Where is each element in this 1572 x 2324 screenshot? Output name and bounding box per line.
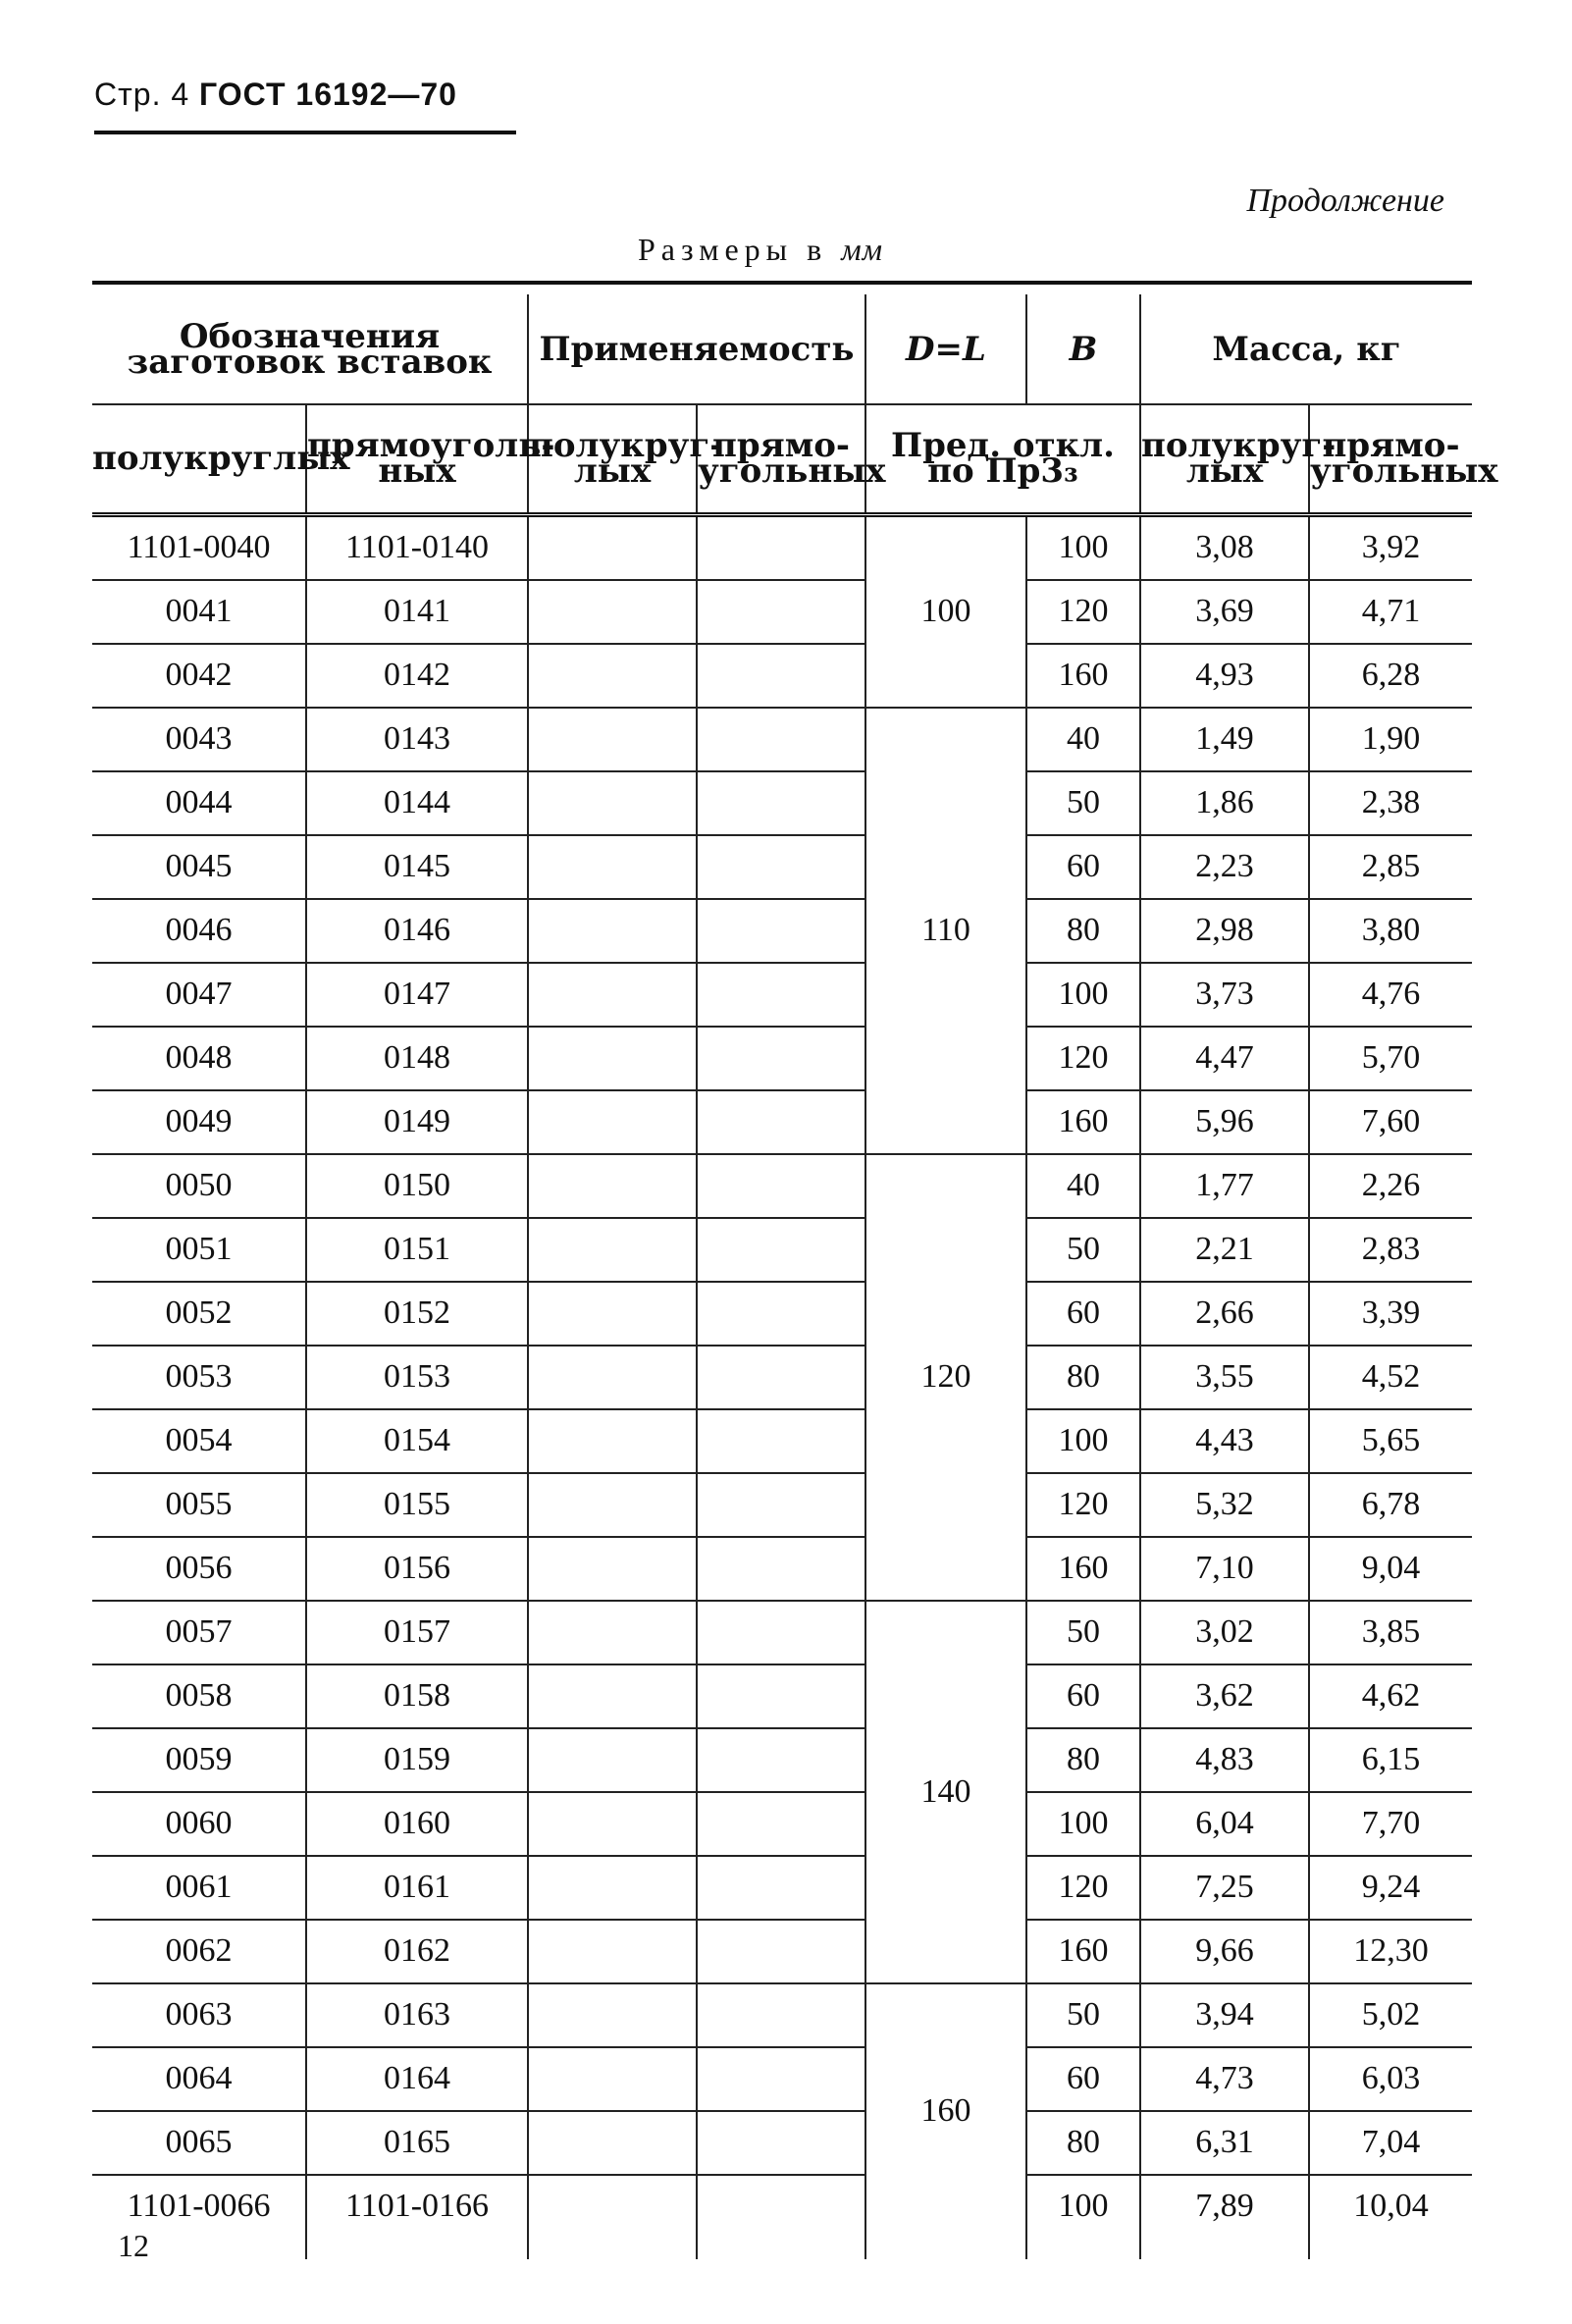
b-value: 160 — [1026, 1090, 1140, 1154]
table-row — [92, 963, 1472, 1027]
half-round-code: 0059 — [92, 1728, 306, 1792]
rectangular-code: 0159 — [306, 1728, 528, 1792]
rectangular-code: 0148 — [306, 1027, 528, 1090]
rectangular-code: 0145 — [306, 835, 528, 899]
half-round-code: 0051 — [92, 1218, 306, 1282]
mass-rect-value: 6,15 — [1309, 1728, 1472, 1792]
app-rect-cell — [697, 708, 865, 771]
b-value: 100 — [1026, 1792, 1140, 1856]
page-header — [94, 77, 457, 113]
rectangular-code: 0146 — [306, 899, 528, 963]
b-value: 160 — [1026, 1920, 1140, 1983]
d-eq-l-value: 110 — [865, 708, 1026, 1154]
app-half-round-cell — [528, 1409, 697, 1473]
half-round-code: 1101-0040 — [92, 514, 306, 580]
table-row — [92, 644, 1472, 708]
rectangular-code: 0165 — [306, 2111, 528, 2175]
half-round-code: 0056 — [92, 1537, 306, 1601]
table-row — [92, 1473, 1472, 1537]
mass-rect-value: 4,62 — [1309, 1664, 1472, 1728]
app-rect-header: прямо-угольных — [697, 404, 865, 514]
app-rect-cell — [697, 1792, 865, 1856]
b-value: 160 — [1026, 1537, 1140, 1601]
mass-half-round-value: 4,93 — [1140, 644, 1309, 708]
mass-half-round-value: 3,69 — [1140, 580, 1309, 644]
d-eq-l-value: 100 — [865, 514, 1026, 708]
b-value: 120 — [1026, 580, 1140, 644]
rectangular-code: 0143 — [306, 708, 528, 771]
app-rect-cell — [697, 644, 865, 708]
table-row — [92, 1409, 1472, 1473]
rectangular-code: 0158 — [306, 1664, 528, 1728]
mass-rect-value: 12,30 — [1309, 1920, 1472, 1983]
mass-half-round-value: 7,89 — [1140, 2175, 1309, 2238]
b-value: 100 — [1026, 2175, 1140, 2238]
mass-rect-value: 5,02 — [1309, 1983, 1472, 2047]
mass-rect-value: 1,90 — [1309, 708, 1472, 771]
app-half-round-cell — [528, 1027, 697, 1090]
table-row — [92, 1728, 1472, 1792]
half-round-code: 0050 — [92, 1154, 306, 1218]
rectangular-code: 0153 — [306, 1346, 528, 1409]
tail-cell — [1309, 2238, 1472, 2259]
app-rect-cell — [697, 580, 865, 644]
d-eq-l-value: 160 — [865, 1983, 1026, 2238]
table-row — [92, 1664, 1472, 1728]
app-rect-cell — [697, 899, 865, 963]
app-rect-cell — [697, 1409, 865, 1473]
rectangular-code: 0161 — [306, 1856, 528, 1920]
app-half-round-cell — [528, 1154, 697, 1218]
half-round-code: 0054 — [92, 1409, 306, 1473]
mass-rect-value: 7,04 — [1309, 2111, 1472, 2175]
rectangular-code: 0151 — [306, 1218, 528, 1282]
mass-rect-value: 7,70 — [1309, 1792, 1472, 1856]
mass-rect-value: 4,71 — [1309, 580, 1472, 644]
mass-half-round-value: 2,98 — [1140, 899, 1309, 963]
app-half-round-cell — [528, 1537, 697, 1601]
mass-rect-value: 7,60 — [1309, 1090, 1472, 1154]
rectangular-code: 0163 — [306, 1983, 528, 2047]
rectangular-code: 0154 — [306, 1409, 528, 1473]
app-rect-cell — [697, 963, 865, 1027]
app-half-round-cell — [528, 2175, 697, 2238]
tail-cell — [1140, 2238, 1309, 2259]
header-row-1 — [92, 294, 1472, 404]
tolerance-header: Пред. откл. по Пр3₃ — [865, 404, 1140, 514]
mass-rect-value: 6,78 — [1309, 1473, 1472, 1537]
half-round-code: 0058 — [92, 1664, 306, 1728]
tail-cell — [1026, 2238, 1140, 2259]
app-half-round-cell — [528, 899, 697, 963]
standard-code: ГОСТ 16192—70 — [199, 77, 457, 112]
mass-rect-value: 3,80 — [1309, 899, 1472, 963]
app-half-round-cell — [528, 1601, 697, 1664]
half-round-code: 0057 — [92, 1601, 306, 1664]
mass-rect-value: 6,03 — [1309, 2047, 1472, 2111]
mass-half-round-value: 7,10 — [1140, 1537, 1309, 1601]
rectangular-code: 0164 — [306, 2047, 528, 2111]
mass-half-round-value: 3,94 — [1140, 1983, 1309, 2047]
mass-half-round-value: 5,96 — [1140, 1090, 1309, 1154]
table-row — [92, 1027, 1472, 1090]
mass-half-round-value: 3,62 — [1140, 1664, 1309, 1728]
rectangular-code: 0157 — [306, 1601, 528, 1664]
table-row — [92, 1282, 1472, 1346]
mass-rect-value: 4,52 — [1309, 1346, 1472, 1409]
page-number: 12 — [118, 2228, 149, 2263]
b-value: 40 — [1026, 708, 1140, 771]
b-value: 40 — [1026, 1154, 1140, 1218]
table-row — [92, 1218, 1472, 1282]
app-half-round-cell — [528, 1856, 697, 1920]
app-half-round-cell — [528, 2047, 697, 2111]
mass-rect-value: 2,85 — [1309, 835, 1472, 899]
half-round-code: 0065 — [92, 2111, 306, 2175]
table-row — [92, 899, 1472, 963]
mass-rect-value: 10,04 — [1309, 2175, 1472, 2238]
mass-half-round-value: 5,32 — [1140, 1473, 1309, 1537]
b-value: 120 — [1026, 1027, 1140, 1090]
mass-rect-value: 6,28 — [1309, 644, 1472, 708]
app-rect-cell — [697, 1920, 865, 1983]
app-rect-cell — [697, 1473, 865, 1537]
half-round-code: 0046 — [92, 899, 306, 963]
table-row — [92, 2047, 1472, 2111]
tail-cell — [528, 2238, 697, 2259]
b-value: 160 — [1026, 644, 1140, 708]
mass-rect-value: 4,76 — [1309, 963, 1472, 1027]
mass-half-round-value: 4,47 — [1140, 1027, 1309, 1090]
table-row — [92, 1346, 1472, 1409]
b-value: 60 — [1026, 1282, 1140, 1346]
half-round-code: 0053 — [92, 1346, 306, 1409]
mass-header: Масса, кг — [1140, 294, 1472, 404]
mass-half-round-value: 1,77 — [1140, 1154, 1309, 1218]
mass-half-round-value: 2,21 — [1140, 1218, 1309, 1282]
b-value: 80 — [1026, 899, 1140, 963]
half-round-code: 0045 — [92, 835, 306, 899]
half-round-code: 0044 — [92, 771, 306, 835]
applicability-header: Применяемость — [528, 294, 865, 404]
table-row — [92, 2111, 1472, 2175]
mass-half-round-value: 3,73 — [1140, 963, 1309, 1027]
app-half-round-cell — [528, 771, 697, 835]
mass-half-round-value: 7,25 — [1140, 1856, 1309, 1920]
table-row — [92, 1090, 1472, 1154]
units-label: Размеры в — [638, 232, 828, 267]
b-value: 50 — [1026, 1983, 1140, 2047]
app-rect-cell — [697, 771, 865, 835]
b-value: 60 — [1026, 2047, 1140, 2111]
mass-rect-value: 3,85 — [1309, 1601, 1472, 1664]
app-half-round-cell — [528, 1920, 697, 1983]
designation-header: Обозначения заготовок вставок — [92, 294, 528, 404]
table-top-rule — [92, 281, 1472, 285]
half-round-code: 0049 — [92, 1090, 306, 1154]
table-row — [92, 1537, 1472, 1601]
app-half-round-cell — [528, 1473, 697, 1537]
page-label: Стр. 4 — [94, 77, 190, 112]
continuation-label: Продолжение — [1246, 183, 1444, 219]
table-row — [92, 835, 1472, 899]
table-row — [92, 1983, 1472, 2047]
app-rect-cell — [697, 835, 865, 899]
app-half-round-cell — [528, 1664, 697, 1728]
app-rect-cell — [697, 1027, 865, 1090]
table-tail — [92, 2238, 1472, 2259]
app-rect-cell — [697, 1856, 865, 1920]
rectangular-code: 1101-0166 — [306, 2175, 528, 2238]
half-round-code: 0060 — [92, 1792, 306, 1856]
rectangular-code: 0152 — [306, 1282, 528, 1346]
mass-half-round-value: 1,86 — [1140, 771, 1309, 835]
rectangular-code: 0155 — [306, 1473, 528, 1537]
app-rect-cell — [697, 1282, 865, 1346]
table-row — [92, 1920, 1472, 1983]
b-value: 80 — [1026, 1728, 1140, 1792]
mass-rect-value: 2,38 — [1309, 771, 1472, 835]
half-round-code: 0052 — [92, 1282, 306, 1346]
table-row — [92, 1792, 1472, 1856]
app-rect-cell — [697, 1154, 865, 1218]
app-rect-cell — [697, 2047, 865, 2111]
mass-half-round-header: полукруг-лых — [1140, 404, 1309, 514]
app-half-round-cell — [528, 1792, 697, 1856]
table-row — [92, 1601, 1472, 1664]
half-round-code: 0041 — [92, 580, 306, 644]
app-half-round-cell — [528, 963, 697, 1027]
app-half-round-cell — [528, 644, 697, 708]
app-half-round-header: полукруг-лых — [528, 404, 697, 514]
mass-rect-value: 2,83 — [1309, 1218, 1472, 1282]
rectangular-code: 0156 — [306, 1537, 528, 1601]
table-row — [92, 1856, 1472, 1920]
mass-rect-value: 5,65 — [1309, 1409, 1472, 1473]
mass-half-round-value: 6,31 — [1140, 2111, 1309, 2175]
rectangular-code: 0162 — [306, 1920, 528, 1983]
half-round-code: 0055 — [92, 1473, 306, 1537]
mass-rect-value: 9,24 — [1309, 1856, 1472, 1920]
table-row — [92, 708, 1472, 771]
rectangular-code: 0160 — [306, 1792, 528, 1856]
app-half-round-cell — [528, 835, 697, 899]
app-rect-cell — [697, 1601, 865, 1664]
mass-half-round-value: 4,43 — [1140, 1409, 1309, 1473]
b-value: 120 — [1026, 1473, 1140, 1537]
b-header: B — [1026, 294, 1140, 404]
half-round-code: 1101-0066 — [127, 2188, 271, 2224]
header-row-2 — [92, 404, 1472, 514]
rectangular-code: 1101-0140 — [306, 514, 528, 580]
half-round-code: 0064 — [92, 2047, 306, 2111]
app-half-round-cell — [528, 1983, 697, 2047]
app-rect-cell — [697, 1346, 865, 1409]
table-row — [92, 1154, 1472, 1218]
rectangular-code: 0142 — [306, 644, 528, 708]
mass-half-round-value: 3,02 — [1140, 1601, 1309, 1664]
mass-rect-value: 3,39 — [1309, 1282, 1472, 1346]
app-half-round-cell — [528, 1282, 697, 1346]
mass-rect-value: 9,04 — [1309, 1537, 1472, 1601]
app-half-round-cell — [528, 1728, 697, 1792]
table-row — [92, 771, 1472, 835]
table-row — [92, 2175, 1472, 2238]
app-half-round-cell — [528, 1218, 697, 1282]
mass-half-round-value: 2,23 — [1140, 835, 1309, 899]
b-value: 80 — [1026, 1346, 1140, 1409]
rectangular-code: 0149 — [306, 1090, 528, 1154]
b-value: 80 — [1026, 2111, 1140, 2175]
mass-half-round-value: 3,08 — [1140, 514, 1309, 580]
b-value: 100 — [1026, 963, 1140, 1027]
app-rect-cell — [697, 1664, 865, 1728]
units-caption — [638, 232, 883, 268]
table-row — [92, 514, 1472, 580]
d-eq-l-value: 120 — [865, 1154, 1026, 1601]
rectangular-code: 0144 — [306, 771, 528, 835]
rectangular-header: прямоуголь-ных — [306, 404, 528, 514]
rectangular-code: 0147 — [306, 963, 528, 1027]
tail-cell — [306, 2238, 528, 2259]
app-rect-cell — [697, 1728, 865, 1792]
half-round-code: 0043 — [92, 708, 306, 771]
units-value: мм — [841, 232, 884, 267]
half-round-code: 0062 — [92, 1920, 306, 1983]
rectangular-code: 0150 — [306, 1154, 528, 1218]
mass-half-round-value: 4,73 — [1140, 2047, 1309, 2111]
tail-cell — [697, 2238, 865, 2259]
app-rect-cell — [697, 1537, 865, 1601]
b-value: 120 — [1026, 1856, 1140, 1920]
app-rect-cell — [697, 1218, 865, 1282]
app-rect-cell — [697, 514, 865, 580]
rectangular-code: 0141 — [306, 580, 528, 644]
b-value: 100 — [1026, 514, 1140, 580]
app-half-round-cell — [528, 580, 697, 644]
half-round-code: 0042 — [92, 644, 306, 708]
tail-cell — [865, 2238, 1026, 2259]
app-rect-cell — [697, 1983, 865, 2047]
app-half-round-cell — [528, 1346, 697, 1409]
b-value: 60 — [1026, 835, 1140, 899]
half-round-code: 0048 — [92, 1027, 306, 1090]
app-rect-cell — [697, 2175, 865, 2238]
mass-rect-value: 3,92 — [1309, 514, 1472, 580]
half-round-code: 0063 — [92, 1983, 306, 2047]
mass-half-round-value: 2,66 — [1140, 1282, 1309, 1346]
mass-half-round-value: 6,04 — [1140, 1792, 1309, 1856]
app-half-round-cell — [528, 514, 697, 580]
mass-rect-header: прямо-угольных — [1309, 404, 1472, 514]
half-round-header: полукруглых — [92, 404, 306, 514]
app-rect-cell — [697, 2111, 865, 2175]
mass-rect-value: 2,26 — [1309, 1154, 1472, 1218]
d-eq-l-header: D=L — [865, 294, 1026, 404]
b-value: 100 — [1026, 1409, 1140, 1473]
half-round-code: 0047 — [92, 963, 306, 1027]
header-rule — [94, 131, 516, 134]
app-rect-cell — [697, 1090, 865, 1154]
dimensions-table — [92, 294, 1498, 2259]
d-eq-l-value: 140 — [865, 1601, 1026, 1983]
mass-rect-value: 5,70 — [1309, 1027, 1472, 1090]
b-value: 50 — [1026, 771, 1140, 835]
half-round-code: 0061 — [92, 1856, 306, 1920]
mass-half-round-value: 1,49 — [1140, 708, 1309, 771]
table-row — [92, 580, 1472, 644]
mass-half-round-value: 9,66 — [1140, 1920, 1309, 1983]
b-value: 50 — [1026, 1218, 1140, 1282]
app-half-round-cell — [528, 1090, 697, 1154]
mass-half-round-value: 4,83 — [1140, 1728, 1309, 1792]
b-value: 50 — [1026, 1601, 1140, 1664]
mass-half-round-value: 3,55 — [1140, 1346, 1309, 1409]
app-half-round-cell — [528, 708, 697, 771]
b-value: 60 — [1026, 1664, 1140, 1728]
app-half-round-cell — [528, 2111, 697, 2175]
